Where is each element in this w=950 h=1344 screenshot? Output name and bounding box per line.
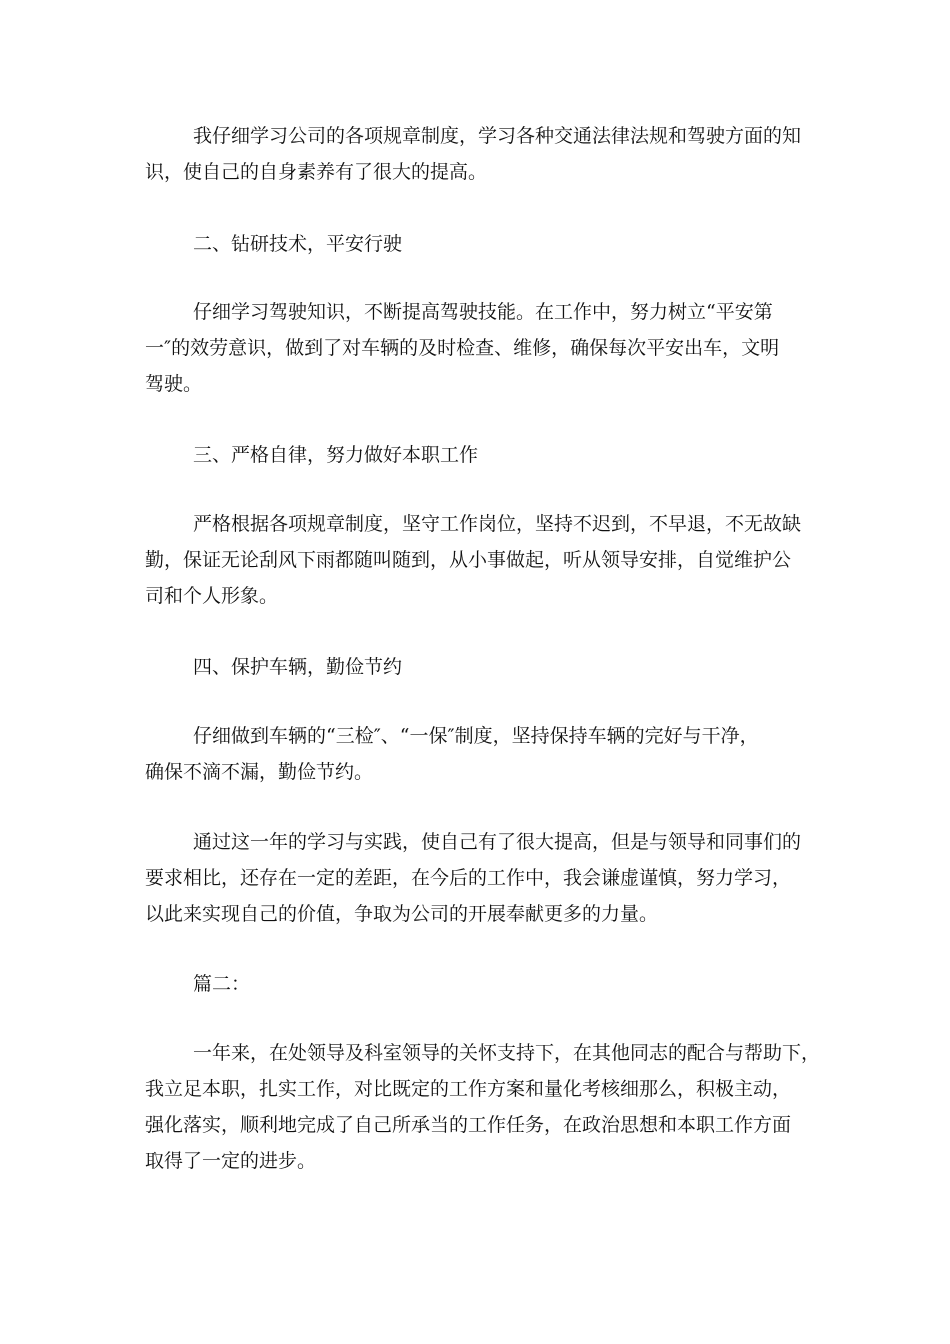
paragraph-line: 取得了一定的进步。: [145, 1150, 317, 1172]
paragraph-self-discipline: [145, 506, 835, 614]
paragraph-year-review: [145, 1035, 835, 1179]
paragraph-summary: [145, 824, 835, 932]
paragraph-line: 通过这一年的学习与实践，使自己有了很大提高，但是与领导和同事们的: [193, 831, 802, 853]
paragraph-line: 我立足本职，扎实工作，对比既定的工作方案和量化考核细那么，积极主动，: [145, 1078, 792, 1100]
paragraph-line: 确保不滴不漏，勤俭节约。: [145, 761, 374, 783]
paragraph-driving-skills: [145, 294, 835, 402]
heading-line: 四、保护车辆，勤俭节约: [193, 656, 403, 678]
paragraph-line: 仔细做到车辆的“三检″、“一保″制度，坚持保持车辆的完好与干净，: [193, 725, 759, 747]
paragraph-line: 一″的效劳意识，做到了对车辆的及时检查、维修，确保每次平安出车，文明: [145, 337, 780, 359]
section-heading-3: [145, 437, 835, 473]
section-heading-part-two: [145, 966, 835, 1002]
paragraph-line: 我仔细学习公司的各项规章制度，学习各种交通法律法规和驾驶方面的知: [193, 125, 802, 147]
heading-line: 篇二：: [193, 973, 251, 995]
paragraph-line: 识，使自己的自身素养有了很大的提高。: [145, 161, 488, 183]
section-heading-2: [145, 226, 835, 262]
paragraph-line: 一年来，在处领导及科室领导的关怀支持下，在其他同志的配合与帮助下，: [193, 1042, 821, 1064]
paragraph-line: 以此来实现自己的价值，争取为公司的开展奉献更多的力量。: [145, 903, 659, 925]
paragraph-rules-study: [145, 118, 835, 190]
paragraph-line: 强化落实，顺利地完成了自己所承当的工作任务，在政治思想和本职工作方面: [145, 1114, 792, 1136]
paragraph-line: 要求相比，还存在一定的差距，在今后的工作中，我会谦虚谨慎，努力学习，: [145, 867, 792, 889]
heading-line: 二、钻研技术，平安行驶: [193, 233, 403, 255]
paragraph-line: 司和个人形象。: [145, 585, 279, 607]
paragraph-line: 勤，保证无论刮风下雨都随叫随到，从小事做起，听从领导安排，自觉维护公: [145, 549, 792, 571]
paragraph-line: 驾驶。: [145, 373, 203, 395]
paragraph-line: 仔细学习驾驶知识，不断提高驾驶技能。在工作中，努力树立“平安第: [193, 301, 773, 323]
paragraph-line: 严格根据各项规章制度，坚守工作岗位，坚持不迟到，不早退，不无故缺: [193, 513, 802, 535]
section-heading-4: [145, 649, 835, 685]
paragraph-vehicle-care: [145, 718, 835, 790]
heading-line: 三、严格自律，努力做好本职工作: [193, 444, 479, 466]
